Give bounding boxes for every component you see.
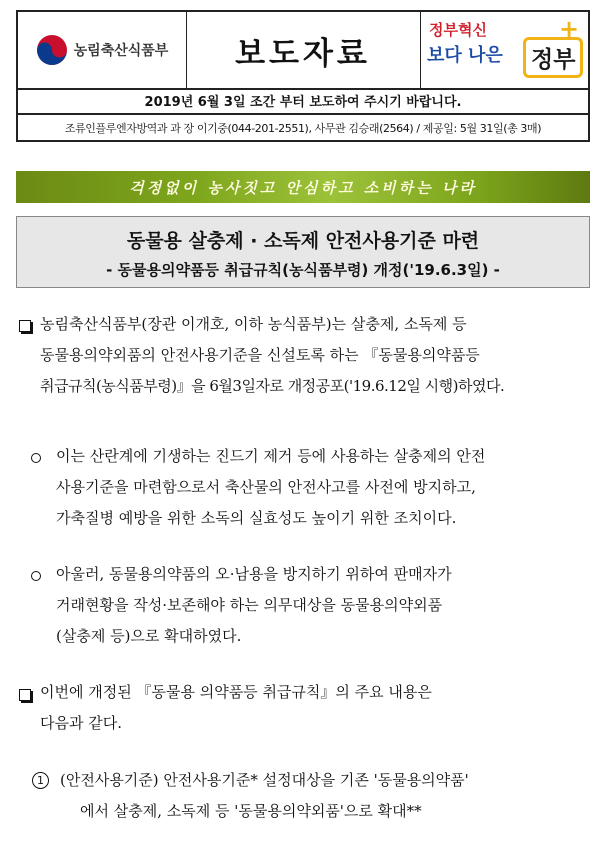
- circle-bullet-icon: [31, 571, 41, 581]
- square-bullet-icon: [19, 689, 31, 701]
- headline-box: [16, 216, 590, 288]
- text-line: 동물용의약외품의 안전사용기준을 신설토록 하는 『동물용의약품등: [40, 346, 480, 364]
- taegeuk-emblem-icon: [36, 34, 68, 66]
- plus-icon: +: [559, 15, 580, 43]
- circle-bullet-icon: [31, 453, 41, 463]
- headline-subtitle: - 동물용의약품등 취급규칙(농식품부령) 개정('19.6.3일) -: [106, 261, 500, 279]
- paragraph-expansion: [56, 559, 592, 652]
- text-line: 이는 산란계에 기생하는 진드기 제거 등에 사용하는 살충제의 안전: [56, 447, 486, 465]
- press-title-cell: [186, 12, 421, 88]
- gov-slogan-word: 정부: [523, 37, 583, 78]
- headline-title: 동물용 살충제 · 소독제 안전사용기준 마련: [126, 230, 480, 252]
- ministry-name: 농림축산식품부: [73, 43, 169, 59]
- text-line: 에서 살충제, 소독제 등 '동물용의약외품'으로 확대**: [80, 802, 422, 820]
- paragraph-overview: [40, 309, 592, 402]
- contact-info: 조류인플루엔자방역과 과 장 이기중(044-201-2551), 사무관 김승래(2564) / 제공일: 5월 31일(총 3매): [16, 114, 590, 142]
- gov-innovation-logo: [423, 15, 585, 85]
- gov-innovation-cell: [420, 12, 588, 88]
- square-bullet-icon: [19, 320, 31, 332]
- embargo-notice: 2019년 6월 3일 조간 부터 보도하여 주시기 바랍니다.: [16, 88, 590, 115]
- paragraph-main-content: [40, 677, 592, 739]
- paragraph-purpose: [56, 441, 592, 534]
- text-line: 거래현황을 작성·보존해야 하는 의무대상을 동물용의약외품: [56, 596, 443, 614]
- header-top-row: [16, 10, 590, 90]
- text-line: 사용기준을 마련함으로서 축산물의 안전사고를 사전에 방지하고,: [56, 478, 476, 496]
- press-header: [16, 10, 590, 140]
- gov-slogan-line2: 보다 나은: [427, 45, 503, 66]
- item-safety-standard: [60, 765, 594, 827]
- slogan-text: 걱정없이 농사짓고 안심하고 소비하는 나라: [129, 178, 477, 197]
- text-line: 다음과 같다.: [40, 714, 122, 732]
- numbered-bullet: 1: [32, 772, 49, 789]
- text-line: (살충제 등)으로 확대하였다.: [56, 627, 242, 645]
- text-line: (안전사용기준) 안전사용기준* 설정대상을 기존 '동물용의약품': [60, 771, 469, 789]
- ministry-logo-cell: [18, 12, 187, 88]
- press-release-title: 보도자료: [235, 35, 371, 72]
- slogan-banner: [16, 171, 590, 203]
- text-line: 가축질병 예방을 위한 소독의 실효성도 높이기 위한 조치이다.: [56, 509, 457, 527]
- gov-slogan-line1: 정부혁신: [429, 21, 487, 39]
- text-line: 농림축산식품부(장관 이개호, 이하 농식품부)는 살충제, 소독제 등: [40, 315, 467, 333]
- text-line: 아울러, 동물용의약품의 오·남용을 방지하기 위하여 판매자가: [56, 565, 452, 583]
- text-line: 이번에 개정된 『동물용 의약품등 취급규칙』의 주요 내용은: [40, 683, 432, 701]
- text-line: 취급규칙(농식품부령)』을 6월3일자로 개정공포('19.6.12일 시행)하였다.: [40, 377, 505, 395]
